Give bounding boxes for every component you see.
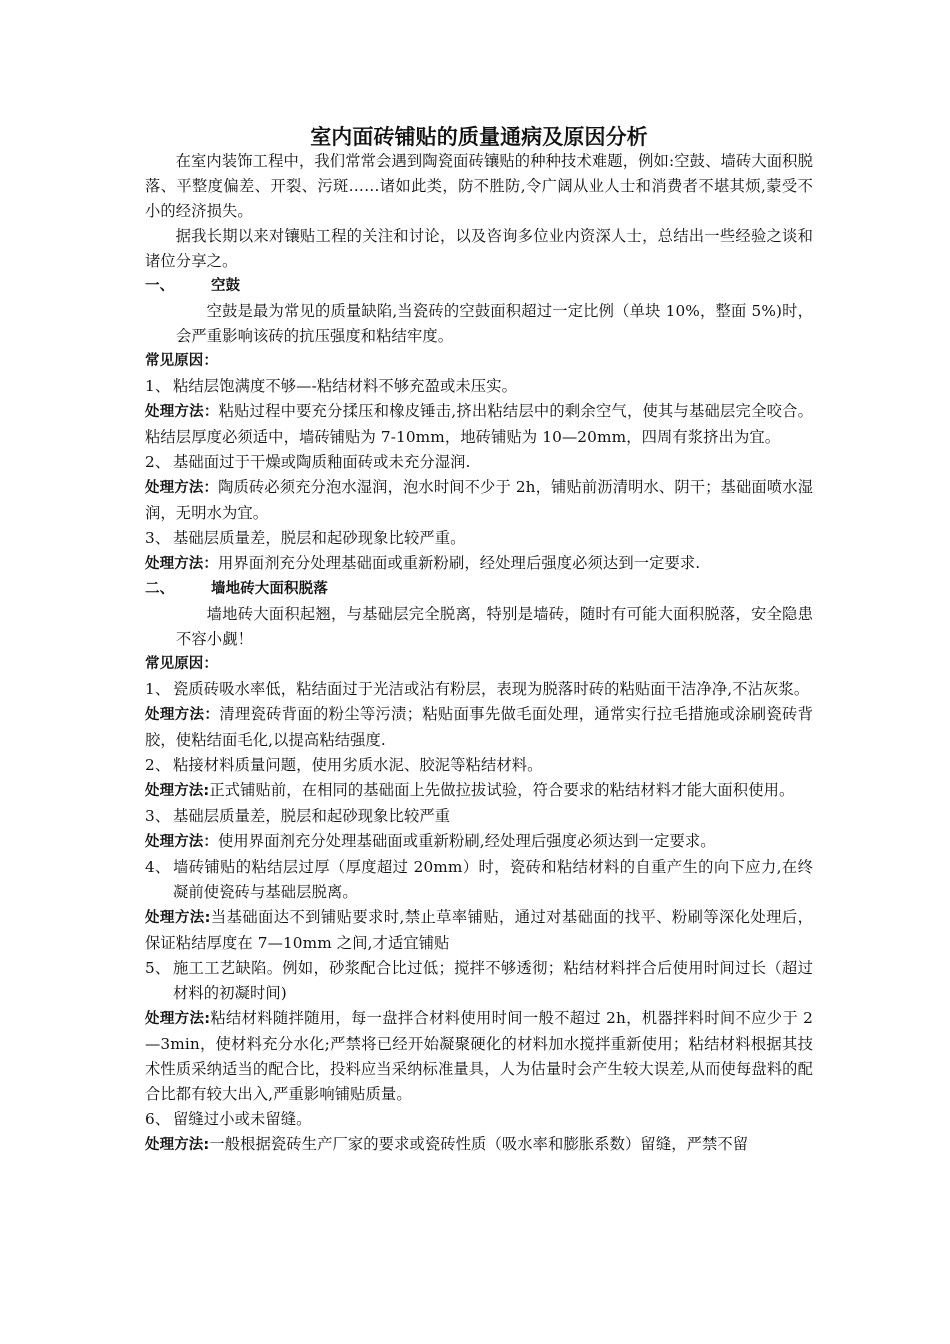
section-2-causes-label: 常见原因： bbox=[145, 656, 218, 672]
cause-text: 粘接材料质量问题，使用劣质水泥、胶泥等粘结材料。 bbox=[173, 756, 543, 774]
cause-number: 6、 bbox=[145, 1110, 171, 1128]
section-1-description: 空鼓是最为常见的质量缺陷,当瓷砖的空鼓面积超过一定比例（单块 10%，整面 5%)时，会严重影响该砖的抗压强度和粘结牢度。 bbox=[176, 302, 813, 345]
cause-number: 3、 bbox=[145, 529, 171, 547]
method-text: 使用界面剂充分处理基础面或重新粉刷,经处理后强度必须达到一定要求。 bbox=[218, 832, 716, 850]
section-2-cause-5 bbox=[145, 956, 813, 1006]
cause-text: 基础面过于干燥或陶质釉面砖或未充分湿润. bbox=[173, 453, 471, 471]
method-label: 处理方法: bbox=[145, 783, 210, 799]
method-text: 当基础面达不到铺贴要求时,禁止草率铺贴，通过对基础面的找平、粉刷等深化处理后，保证粘结厚度在 7—10mm 之间,才适宜铺贴 bbox=[145, 908, 813, 952]
section-1-cause-3 bbox=[145, 526, 813, 551]
method-label: 处理方法： bbox=[145, 834, 218, 850]
method-text: 清理瓷砖背面的粉尘等污渍；粘贴面事先做毛面处理，通常实行拉毛措施或涂刷瓷砖背胶，使粘结面毛化,以提高粘结强度. bbox=[145, 705, 813, 749]
section-2-method-6 bbox=[145, 1132, 813, 1158]
method-label: 处理方法: bbox=[145, 1137, 210, 1153]
document-title: 室内面砖铺贴的质量通病及原因分析 bbox=[310, 125, 648, 149]
method-label: 处理方法： bbox=[145, 707, 220, 723]
document-body bbox=[145, 122, 813, 1158]
method-label: 处理方法： bbox=[145, 480, 219, 496]
section-2-cause-2 bbox=[145, 753, 813, 778]
cause-text: 施工工艺缺陷。例如，砂浆配合比过低；搅拌不够透彻；粘结材料拌合后使用时间过长（超过材料的初凝时间) bbox=[173, 959, 813, 1002]
section-1-heading bbox=[145, 274, 813, 299]
section-2-cause-6 bbox=[145, 1107, 813, 1132]
section-1-cause-1 bbox=[145, 374, 813, 399]
intro-paragraph-1: 在室内装饰工程中，我们常常会遇到陶瓷面砖镶贴的种种技术难题，例如:空鼓、墙砖大面积脱落、平整度偏差、开裂、污斑……诸如此类，防不胜防,令广阔从业人士和消费者不堪其烦,蒙受不小的经济损失。 bbox=[145, 152, 813, 220]
intro-paragraph-2: 据我长期以来对镶贴工程的关注和讨论，以及咨询多位业内资深人士，总结出一些经验之谈和诸位分享之。 bbox=[145, 227, 813, 270]
section-2-title: 墙地砖大面积脱落 bbox=[211, 581, 328, 597]
section-1-number: 一、 bbox=[145, 278, 175, 294]
cause-text: 基础层质量差，脱层和起砂现象比较严重。 bbox=[173, 529, 466, 547]
section-2-method-2 bbox=[145, 778, 813, 804]
section-1-causes-label: 常见原因： bbox=[145, 353, 218, 369]
section-2-cause-4 bbox=[145, 855, 813, 905]
cause-number: 3、 bbox=[145, 807, 171, 825]
method-text: 陶质砖必须充分泡水湿润，泡水时间不少于 2h，铺贴前沥清明水、阴干；基础面喷水湿润，无明水为宜。 bbox=[145, 478, 814, 522]
cause-text: 瓷质砖吸水率低，粘结面过于光洁或沾有粉层，表现为脱落时砖的粘贴面干洁净净,不沾灰浆。 bbox=[173, 680, 810, 698]
cause-text: 墙砖铺贴的粘结层过厚（厚度超过 20mm）时，瓷砖和粘结材料的自重产生的向下应力,在终凝前使瓷砖与基础层脱离。 bbox=[173, 858, 813, 901]
section-2-method-1 bbox=[145, 702, 813, 753]
method-text: 一般根据瓷砖生产厂家的要求或瓷砖性质（吸水率和膨胀系数）留缝，严禁不留 bbox=[209, 1135, 749, 1153]
section-1-method-3 bbox=[145, 551, 813, 577]
section-2-cause-1 bbox=[145, 677, 813, 702]
method-text: 粘结材料随拌随用，每一盘拌合材料使用时间一般不超过 2h，机器拌料时间不应少于 2—3min，使材料充分水化;严禁将已经开始凝聚硬化的材料加水搅拌重新使用；粘结材料根据其技术性质采纳适当的配合比，投料应当采纳标准量具，人为估量时会产生较大误差,从而使每盘料的配合比都有较大出入,严重影响铺贴质量。 bbox=[145, 1009, 813, 1103]
cause-text: 粘结层饱满度不够—-粘结材料不够充盈或未压实。 bbox=[173, 377, 518, 395]
section-2-method-5 bbox=[145, 1006, 813, 1107]
section-2-method-3 bbox=[145, 829, 813, 855]
method-text: 粘贴过程中要充分揉压和橡皮锤击,挤出粘结层中的剩余空气，使其与基础层完全咬合。粘结层厚度必须适中，墙砖铺贴为 7-10mm，地砖铺贴为 10—20mm，四周有浆挤出为宜。 bbox=[145, 402, 814, 446]
method-label: 处理方法: bbox=[145, 910, 211, 926]
section-2-cause-3 bbox=[145, 804, 813, 829]
cause-number: 4、 bbox=[145, 858, 171, 876]
method-label: 处理方法: bbox=[145, 1011, 211, 1027]
section-1-cause-2 bbox=[145, 450, 813, 475]
section-2-description: 墙地砖大面积起翘，与基础层完全脱离，特别是墙砖，随时有可能大面积脱落，安全隐患不容小觑！ bbox=[176, 605, 813, 648]
section-1-method-2 bbox=[145, 475, 813, 526]
method-label: 处理方法： bbox=[145, 404, 219, 420]
method-label: 处理方法： bbox=[145, 556, 218, 572]
cause-number: 5、 bbox=[145, 959, 171, 977]
cause-text: 基础层质量差，脱层和起砂现象比较严重 bbox=[173, 807, 451, 825]
section-1-title: 空鼓 bbox=[211, 278, 241, 294]
cause-number: 1、 bbox=[145, 377, 171, 395]
cause-number: 2、 bbox=[145, 756, 171, 774]
section-2-method-4 bbox=[145, 905, 813, 956]
section-2-heading bbox=[145, 577, 813, 602]
method-text: 正式铺贴前，在相同的基础面上先做拉拔试验，符合要求的粘结材料才能大面积使用。 bbox=[209, 781, 795, 799]
cause-number: 2、 bbox=[145, 453, 171, 471]
method-text: 用界面剂充分处理基础面或重新粉刷，经处理后强度必须达到一定要求. bbox=[218, 554, 701, 572]
cause-text: 留缝过小或未留缝。 bbox=[173, 1110, 312, 1128]
section-2-number: 二、 bbox=[145, 581, 175, 597]
cause-number: 1、 bbox=[145, 680, 171, 698]
section-1-method-1 bbox=[145, 399, 813, 450]
